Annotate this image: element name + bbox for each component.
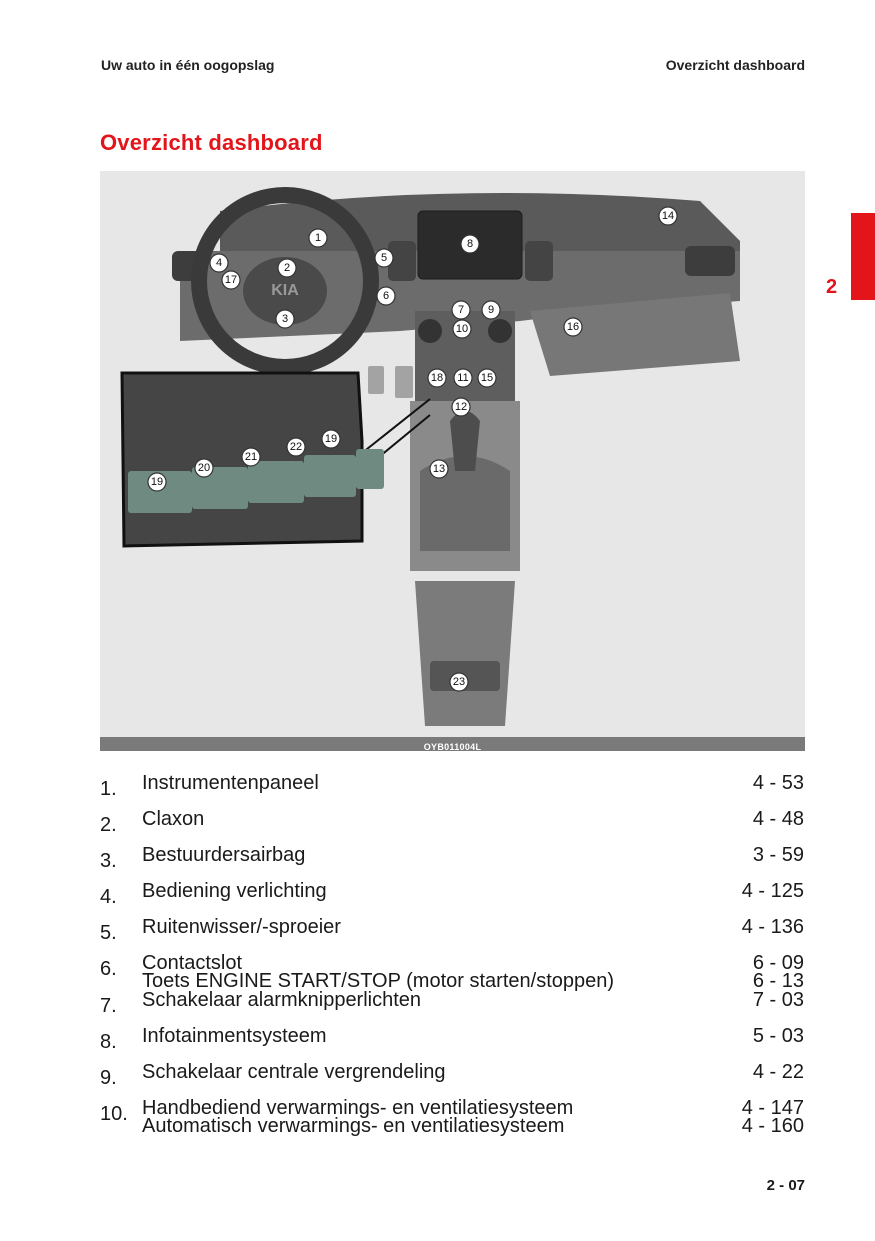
callout-12 (452, 398, 470, 416)
svg-text:15: 15 (480, 372, 494, 384)
svg-text:14: 14 (661, 210, 675, 222)
callout-17 (222, 271, 240, 289)
list-item (0, 842, 875, 878)
item-label: Schakelaar centrale vergrendeling (142, 1061, 446, 1083)
svg-text:2: 2 (283, 262, 291, 274)
item-number: 1. (100, 778, 117, 800)
item-page-ref: 6 - 09 (752, 952, 804, 974)
item-label: Contactslot (142, 952, 243, 974)
left-climate-knob (418, 319, 442, 343)
callout-8 (461, 235, 479, 253)
callout-19a (148, 473, 166, 491)
svg-text:13: 13 (432, 463, 446, 475)
list-item (0, 806, 875, 842)
svg-text:4: 4 (215, 257, 223, 269)
right-air-vent (685, 246, 735, 276)
svg-text:19: 19 (150, 476, 164, 488)
item-page-ref: 4 - 125 (741, 880, 804, 902)
item-number: 3. (100, 850, 117, 872)
item-number: 6. (100, 958, 117, 980)
item-label: Handbediend verwarmings- en ventilatiesysteem (142, 1097, 574, 1119)
item-label-secondary: Toets ENGINE START/STOP (motor starten/stoppen) (142, 970, 615, 992)
item-list (0, 770, 875, 1140)
item-label: Schakelaar alarmknipperlichten (142, 989, 422, 1011)
item-page-ref-secondary: 6 - 13 (752, 970, 804, 992)
item-label-secondary: Automatisch verwarmings- en ventilatiesysteem (142, 1115, 565, 1137)
callout-4 (210, 254, 228, 272)
list-item (0, 770, 875, 806)
item-page-ref: 4 - 48 (752, 808, 804, 830)
item-label: Infotainmentsysteem (142, 1025, 327, 1047)
item-label: Claxon (142, 808, 205, 830)
svg-text:9: 9 (487, 304, 495, 316)
running-header-left: Uw auto in één oogopslag (101, 57, 275, 73)
svg-text:16: 16 (566, 321, 580, 333)
callout-22 (287, 438, 305, 456)
right-climate-knob (488, 319, 512, 343)
callout-16 (564, 318, 582, 336)
callout-18 (428, 369, 446, 387)
callout-10 (453, 320, 471, 338)
svg-text:23: 23 (452, 676, 466, 688)
svg-text:6: 6 (382, 290, 390, 302)
svg-text:8: 8 (466, 238, 474, 250)
section-title: Overzicht dashboard (100, 130, 323, 155)
figure-caption-bar (100, 737, 805, 751)
item-label: Bestuurdersairbag (142, 844, 306, 866)
svg-text:19: 19 (324, 433, 338, 445)
item-label: Instrumentenpaneel (142, 772, 319, 794)
callout-21 (242, 448, 260, 466)
svg-text:7: 7 (457, 304, 465, 316)
svg-text:21: 21 (244, 451, 258, 463)
svg-text:11: 11 (457, 372, 469, 384)
page-number: 2 - 07 (766, 1177, 805, 1194)
list-item (0, 878, 875, 914)
gear-lever (450, 411, 480, 471)
callout-6 (377, 287, 395, 305)
item-number: 8. (100, 1031, 117, 1053)
list-item (0, 1059, 875, 1095)
svg-text:10: 10 (455, 323, 469, 335)
svg-text:17: 17 (224, 274, 238, 286)
item-page-ref: 4 - 22 (752, 1061, 804, 1083)
svg-text:5: 5 (380, 252, 388, 264)
item-page-ref: 5 - 03 (752, 1025, 804, 1047)
pedal-left (368, 366, 384, 394)
callout-1 (309, 229, 327, 247)
callout-3 (276, 310, 294, 328)
list-item (0, 987, 875, 1023)
item-page-ref: 4 - 136 (741, 916, 804, 938)
list-item (0, 1095, 875, 1140)
callout-11 (454, 369, 472, 387)
callout-7 (452, 301, 470, 319)
item-number: 7. (100, 995, 117, 1017)
svg-text:3: 3 (281, 313, 289, 325)
chapter-tab-marker (851, 213, 875, 300)
item-page-ref-secondary: 4 - 160 (741, 1115, 804, 1137)
callout-13 (430, 460, 448, 478)
callout-2 (278, 259, 296, 277)
chapter-tab-number: 2 (826, 276, 838, 298)
svg-text:18: 18 (430, 372, 444, 384)
svg-text:12: 12 (454, 401, 468, 413)
center-vent-right (525, 241, 553, 281)
item-page-ref: 4 - 147 (741, 1097, 804, 1119)
brand-logo: KIA (271, 282, 299, 299)
pedal (395, 366, 413, 398)
callout-20 (195, 459, 213, 477)
svg-text:22: 22 (289, 441, 303, 453)
item-number: 9. (100, 1067, 117, 1089)
callout-19b (322, 430, 340, 448)
callout-9 (482, 301, 500, 319)
svg-text:20: 20 (197, 462, 211, 474)
inset-button-21 (248, 461, 304, 503)
list-item (0, 914, 875, 950)
callout-23 (450, 673, 468, 691)
callout-14 (659, 207, 677, 225)
dashboard-illustration (100, 171, 805, 737)
item-label: Bediening verlichting (142, 880, 327, 902)
running-header-right: Overzicht dashboard (665, 57, 805, 73)
svg-text:1: 1 (314, 232, 322, 244)
item-page-ref: 7 - 03 (752, 989, 804, 1011)
figure-code: OYB011004L (423, 742, 482, 752)
item-number: 2. (100, 814, 117, 836)
inset-button-19b (356, 449, 384, 489)
callout-15 (478, 369, 496, 387)
item-number: 5. (100, 922, 117, 944)
item-page-ref: 4 - 53 (752, 772, 804, 794)
item-page-ref: 3 - 59 (752, 844, 804, 866)
rear-console (415, 581, 515, 726)
item-number: 4. (100, 886, 117, 908)
list-item (0, 1023, 875, 1059)
callout-5 (375, 249, 393, 267)
inset-button-22 (304, 455, 356, 497)
item-number: 10. (100, 1103, 128, 1125)
item-label: Ruitenwisser/-sproeier (142, 916, 341, 938)
